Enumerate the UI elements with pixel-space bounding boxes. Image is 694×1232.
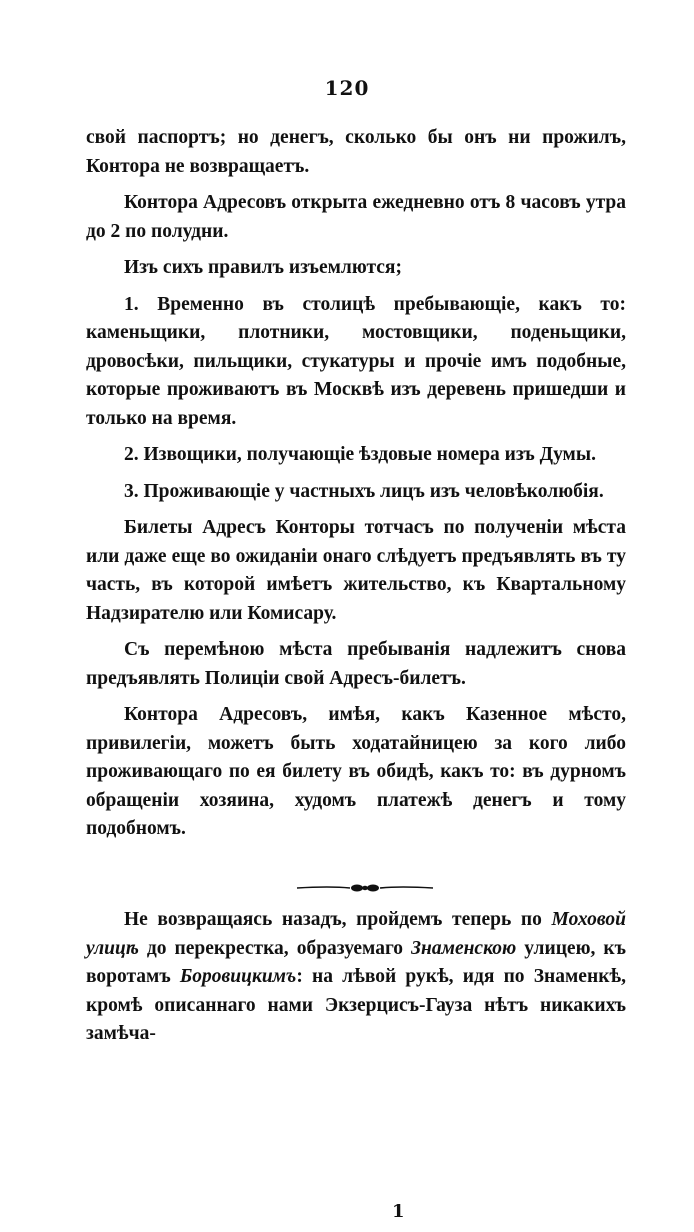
route-part-1: Не возвращаясь назадъ, пройдемъ теперь по [124,909,552,930]
paragraph-tickets: Билеты Адресъ Конторы тотчасъ по полученіи мѣста или даже еще во ожиданіи онаго слѣдуетъ предъявлять въ ту часть, въ которой имѣетъ жительство, къ Квартальному Надзирателю или Комисару. [86,517,626,624]
route-part-3: улицею, къ воротамъ [86,937,626,987]
route-part-2: до перекрестка, образуемаго [138,937,412,959]
page-number: 120 [324,76,370,100]
paragraph-passport: свой паспортъ; но денегъ, сколько бы онъ ни прожилъ, Контора не возвращаетъ. [86,127,626,177]
paragraph-exception-2: 2. Извощики, получающіе ѣздовые номера изъ Думы. [124,444,596,465]
ornamental-divider [295,882,435,894]
route-part-4: : на лѣвой рукѣ, идя по Знаменкѣ, кромѣ описаннаго нами Экзерцисъ-Гауза нѣтъ никакихъ замѣча- [86,966,627,1044]
paragraph-exception-1: 1. Временно въ столицѣ пребывающіе, какъ то: каменьщики, плотники, мостовщики, поденьщики, дровосѣки, пильщики, стукатуры и прочіе имъ подобные, которые проживаютъ въ Москвѣ изъ деревень пришедши и только на время. [86,293,626,429]
paragraph-route [86,906,626,1049]
mokhovaya-street-italic: Моховой улицѣ [86,909,626,959]
paragraph-office-hours: Контора Адресовъ открыта ежедневно отъ 8 часовъ утра до 2 по полудни. [86,192,626,242]
main-text-block [86,124,626,852]
paragraph-exceptions-heading: Изъ сихъ правилъ изъемлются; [124,257,402,278]
paragraph-privileges: Контора Адресовъ, имѣя, какъ Казенное мѣсто, привилегіи, можетъ быть ходатайницею за кого либо проживающаго по ея билету въ обидѣ, какъ то: въ дурномъ обращеніи хозяина, худомъ платежѣ денегъ и тому подобномъ. [86,704,626,839]
znamenskaya-italic: Знаменскою [411,937,517,959]
second-section-text [86,906,626,1057]
paragraph-exception-3: 3. Проживающіе у частныхъ лицъ изъ человѣколюбія. [124,480,604,502]
divider-ornament-icon [295,882,435,894]
borovitsky-gate-italic: Боровицкимъ [179,966,297,987]
paragraph-change-residence: Съ перемѣною мѣста пребыванія надлежитъ снова предъявлять Полиціи свой Адресъ-билетъ. [86,639,626,689]
footer-mark: 1 [392,1201,405,1222]
